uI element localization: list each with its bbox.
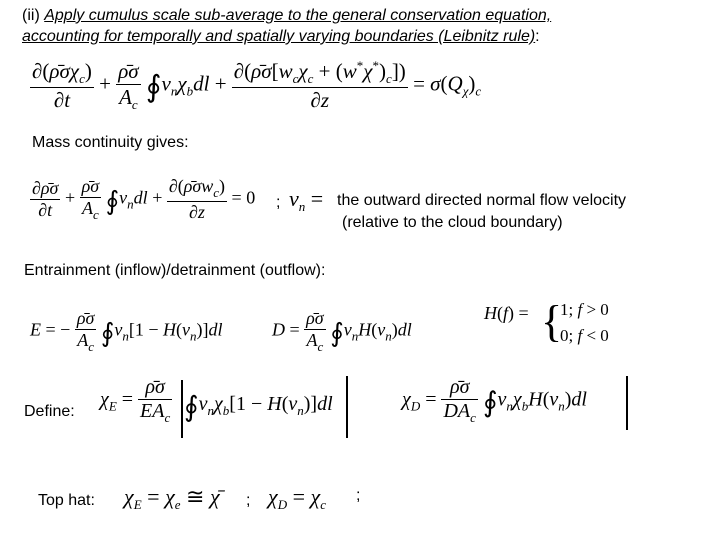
heading-title-line-2: accounting for temporally and spatially varying boundaries (Leibnitz rule): [22, 28, 536, 45]
vn-symbol: $v_n$ =: [289, 186, 324, 214]
vn-definition-line-1: the outward directed normal flow velocity: [337, 192, 627, 209]
detrainment-equation: D = $\frac{\rhō\sigma}{A_c}$ $∮v_nH(v_n)dl$: [272, 308, 412, 354]
top-hat-relation-e: $\chi_E = \chi_e$ ≅ χ̄: [124, 484, 220, 512]
chi-e-definition: $\chi_E$ = $\frac{\rhō\sigma}{EA_c}$: [100, 376, 171, 425]
heaviside-brace: {: [541, 297, 563, 346]
conservation-equation: $\frac{\partial(\rhō\sigma\chi_c)}{\partial t}$ + $\frac{\rhō\sigma}{A_c}$ $∮v_n\chi_bdl$ + $\frac{\partial(\rhō\sigma[w_c\chi_c + (w^*\chi^*)_c])}{\partial z}$ = $\sigma(Q_\chi)_c$: [32, 58, 482, 112]
mass-continuity-equation: $\frac{\partial\rhō\sigma}{\partial t}$ + $\frac{\rhō\sigma}{A_c}$ $∮v_ndl$ + $\frac{\partial(\rhō\sigma w_c)}{\partial z}$ = 0: [32, 176, 256, 222]
heaviside-case-2: 0; f < 0: [560, 326, 609, 345]
chi-e-integral: $∮v_n\chi_b[1 - H(v_n)]dl$: [184, 392, 333, 423]
chi-d-definition: $\chi_D$ = $\frac{\rhō\sigma}{DA_c}$ $∮v_n\chi_bH(v_n)dl$: [402, 376, 587, 425]
chi-e-evaluation-bar-right: [346, 376, 348, 438]
heading-line-1: [22, 6, 551, 26]
mass-eq-separator: ;: [276, 194, 281, 211]
entrainment-equation: E = − $\frac{\rhō\sigma}{A_c}$ $∮v_n[1 - H(v_n)]dl$: [30, 308, 223, 354]
top-hat-label: Top hat:: [38, 492, 95, 509]
mass-continuity-label: Mass continuity gives:: [32, 134, 189, 151]
heaviside-definition: H(f) =: [484, 303, 529, 323]
top-hat-separator-1: ;: [246, 492, 251, 509]
heading-line-2: [22, 27, 540, 47]
heading-title-line-1: Apply cumulus scale sub-average to the general conservation equation,: [44, 7, 552, 24]
entrainment-label: Entrainment (inflow)/detrainment (outflow):: [24, 262, 326, 279]
chi-d-evaluation-bar: [626, 376, 628, 430]
top-hat-separator-2: ;: [356, 487, 361, 504]
top-hat-relation-d: $\chi_D = \chi_c$: [268, 484, 326, 512]
chi-e-evaluation-bar-left: [181, 380, 183, 438]
heading-lead: (ii): [22, 7, 45, 24]
vn-definition-line-2: (relative to the cloud boundary): [342, 214, 563, 231]
heading-colon: :: [535, 28, 540, 45]
define-label: Define:: [24, 403, 75, 420]
heaviside-case-1: 1; f > 0: [560, 300, 609, 319]
